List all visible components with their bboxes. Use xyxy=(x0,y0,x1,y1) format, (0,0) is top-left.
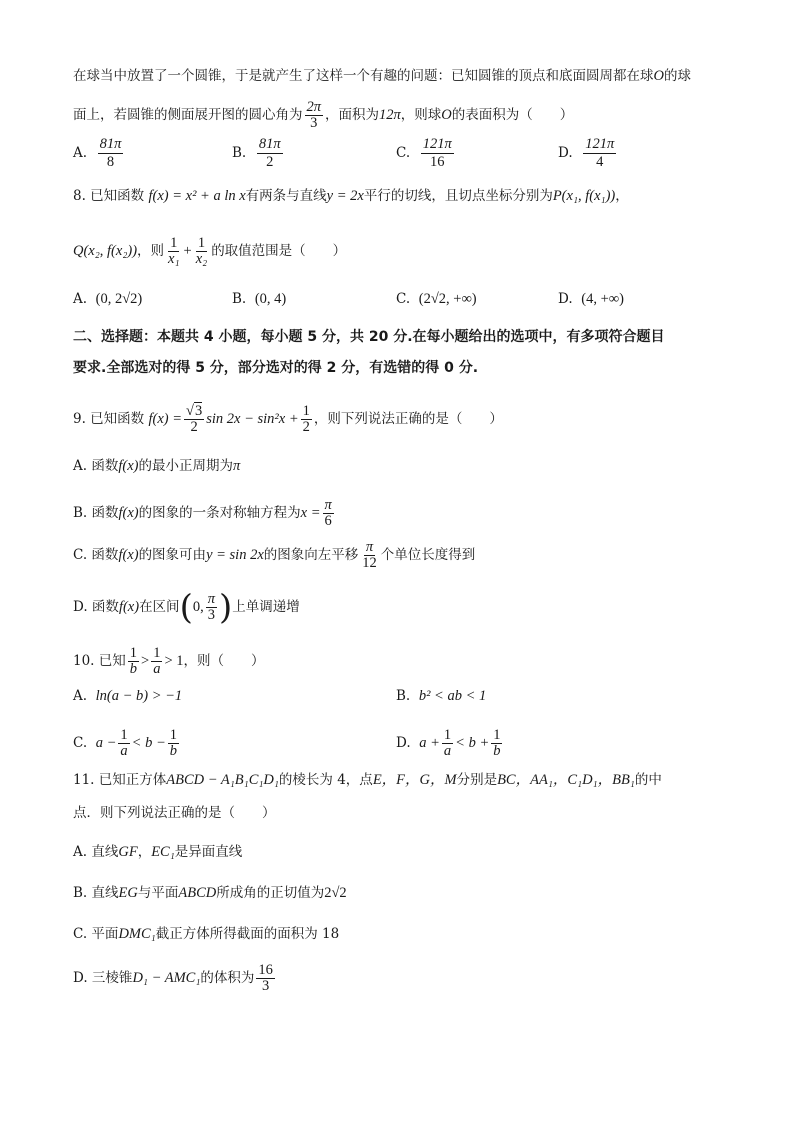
section-2-heading-line-1: 二、选择题：本题共 4 小题，每小题 5 分，共 20 分.在每小题给出的选项中，有多项符合题目 xyxy=(73,329,665,345)
q11-option-d[interactable]: D. 三棱锥D₁ − AMC₁的体积为 $\frac{16}{3}$ xyxy=(73,962,273,994)
q8-option-d[interactable]: D. (4, +∞) xyxy=(558,291,624,307)
q11-option-b[interactable]: B. 直线EG与平面ABCD所成角的正切值为2√2 xyxy=(73,885,347,901)
q10-option-a[interactable]: A. ln(a − b) > −1 xyxy=(73,688,183,704)
q10-prefix: 10. 已知 xyxy=(73,653,126,669)
q9-suffix: ，则下列说法正确的是（ ） xyxy=(313,411,503,427)
section-2-heading-line-2: 要求.全部选对的得 5 分，部分选对的得 2 分，有选错的得 0 分. xyxy=(73,360,479,376)
q9-option-a[interactable]: A. 函数f(x)的最小正周期为π xyxy=(73,458,241,474)
q8-prefix: 8. 已知函数 xyxy=(73,188,145,204)
q7-text-c: ，则球 xyxy=(400,107,442,123)
q9-prefix: 9. 已知函数 xyxy=(73,411,145,427)
q8-option-c[interactable]: C. (2√2, +∞) xyxy=(396,291,477,307)
q7-option-a[interactable]: A. $\frac{81\pi}{8}$ xyxy=(73,136,122,170)
q9-term: sin 2x − sin²x + xyxy=(206,411,299,427)
angle-fraction: $\frac{2\pi}{3}$ xyxy=(306,99,322,131)
q8-point-q: Q(x₂, f(x₂)) xyxy=(73,243,138,259)
q8-frac-2: $\frac{1}{\text{x₂}}$ xyxy=(195,235,208,267)
q8-point-p: P(x₁, f(x₁)) xyxy=(552,188,616,204)
q7-text: 在球当中放置了一个圆锥，于是就产生了这样一个有趣的问题：已知圆锥的顶点和底面圆周都在球 xyxy=(73,68,654,84)
q8-line-2: Q(x₂, f(x₂))，则 $\frac{1}{\text{x₁}}$ + $\frac{1}{\text{x₂}}$ 的取值范围是（ ） xyxy=(73,235,347,267)
q11-stem-line-2: 点．则下列说法正确的是（ ） xyxy=(73,805,276,821)
q7-text-a: 面上，若圆锥的侧面展开图的圆心角为 xyxy=(73,107,303,123)
q10-option-d[interactable]: D. a + $\frac{1}{a}$ < b + $\frac{1}{b}$ xyxy=(396,727,501,759)
q11-stem-line-1: 11. 已知正方体ABCD − A₁B₁C₁D₁的棱长为 4，点E，F，G，M分别是BC，AA₁，C₁D₁，BB₁的中 xyxy=(73,772,662,788)
q7-line-1 xyxy=(73,66,691,86)
q8-func-name: f xyxy=(148,188,153,204)
q8-option-b[interactable]: B. (0, 4) xyxy=(232,291,287,307)
ball-label: O xyxy=(441,107,452,123)
q7-line-2 xyxy=(73,100,573,131)
q8-line-eq: y = 2x xyxy=(326,188,364,204)
q9-frac-sqrt3: $\frac{√3}{2}$ xyxy=(186,403,203,435)
q8-option-a[interactable]: A. (0, 2√2) xyxy=(73,291,143,307)
q8-text-b: 平行的切线，且切点坐标分别为 xyxy=(363,188,553,204)
q7-text-b: ，面积为 xyxy=(325,107,380,123)
q11-option-c[interactable]: C. 平面DMC₁截正方体所得截面的面积为 18 xyxy=(73,926,340,942)
q10-option-c[interactable]: C. a − $\frac{1}{a}$ < b − $\frac{1}{b}$ xyxy=(73,727,177,759)
q9-stem xyxy=(73,404,503,435)
q7-option-b[interactable]: B. $\frac{81\pi}{2}$ xyxy=(232,136,281,170)
q10-suffix: ，则（ ） xyxy=(183,653,265,669)
q7-text-d: 的表面积为（ ） xyxy=(451,107,574,123)
q8-text-c: ，则 xyxy=(137,243,165,259)
q9-option-b[interactable]: B. 函数f(x)的图象的一条对称轴方程为x = $\frac{\pi}{6}$ xyxy=(73,497,332,529)
q9-frac-half: $\frac{1}{2}$ xyxy=(302,403,310,435)
q7-text-end: 的球 xyxy=(663,68,691,84)
q8-text-a: 有两条与直线 xyxy=(245,188,327,204)
q8-func-def: (x) = x² + a ln x xyxy=(152,188,246,204)
q7-option-d[interactable]: D. $\frac{121\pi}{4}$ xyxy=(558,136,615,170)
q11-cube: ABCD − A₁B₁C₁D₁ xyxy=(166,772,279,788)
q10-option-b[interactable]: B. b² < ab < 1 xyxy=(396,688,487,704)
q8-comma: ， xyxy=(615,188,629,204)
q9-option-c[interactable]: C. 函数f(x)的图象可由y = sin 2x的图象向左平移 $\frac{\pi}{12}$ 个单位长度得到 xyxy=(73,539,476,571)
q8-line-1 xyxy=(73,186,629,206)
q8-frac-1: $\frac{1}{\text{x₁}}$ xyxy=(168,235,180,267)
q9-option-d[interactable]: D. 函数f(x)在区间(0, $\frac{\pi}{3}$ )上单调递增 xyxy=(73,587,300,628)
q9-func: f(x) = xyxy=(148,411,182,427)
area-value: 12π xyxy=(379,107,401,123)
q7-option-c[interactable]: C. $\frac{121\pi}{16}$ xyxy=(396,136,452,170)
q11-prefix: 11. 已知正方体 xyxy=(73,772,167,788)
q11-option-a[interactable]: A. 直线GF，EC₁是异面直线 xyxy=(73,844,243,860)
q8-text-d: 的取值范围是（ ） xyxy=(211,243,347,259)
ball-label: O xyxy=(653,68,664,84)
q10-stem: 10. 已知 $\frac{1}{b}$ > $\frac{1}{a}$ > 1，则（ ） xyxy=(73,645,265,677)
